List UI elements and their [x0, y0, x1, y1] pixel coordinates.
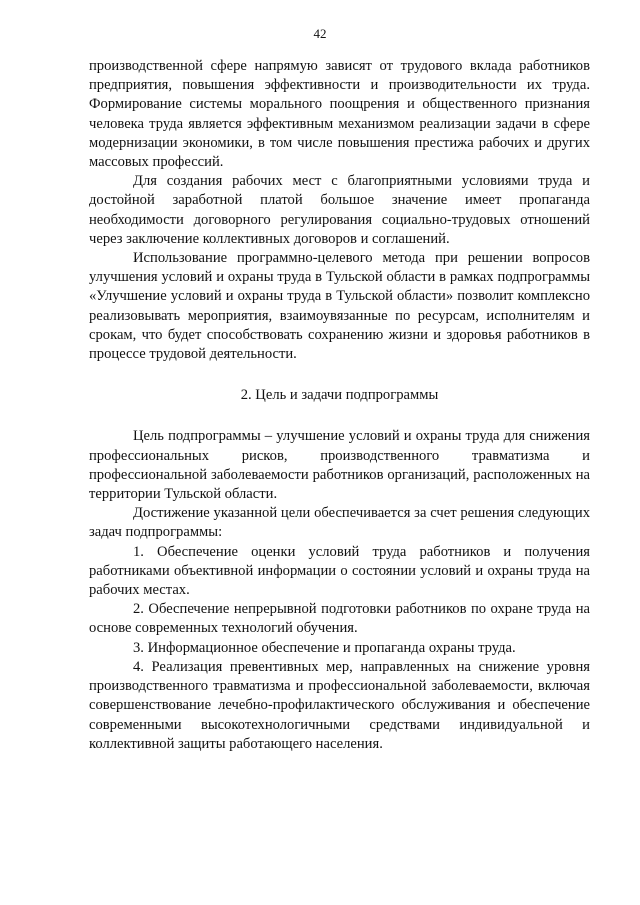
paragraph-goal-achievement: Достижение указанной цели обеспечивается за счет решения следующих задач подпрограммы: [89, 505, 590, 541]
section-heading: 2. Цель и задачи подпрограммы [240, 387, 439, 404]
task-item-3: 3. Информационное обеспечение и пропаганда охраны труда. [133, 639, 516, 656]
document-body [89, 57, 590, 754]
task-item-1: 1. Обеспечение оценки условий труда работников и получения работниками объективной информации о состоянии условий и охраны труда на рабочих местах. [89, 543, 590, 599]
paragraph-program-method: Использование программно-целевого метода при решении вопросов улучшения условий и охраны труда в Тульской области в рамках подпрограммы «Улучшение условий и охраны труда в Тульской области» позволит комплексно реализовывать мероприятия, взаимоувязанные по ресурсам, исполнителям и срокам, что будет способствовать сохранению жизни и здоровья работников в процессе трудовой деятельности. [89, 250, 590, 363]
paragraph-intro-continuation: производственной сфере напрямую зависят от трудового вклада работников предприятия, повышения эффективности и производительности их труда. Формирование системы морального поощрения и общественного признания человека труда является эффективным механизмом реализации задачи в сфере модернизации экономики, в том числе повышения престижа рабочих и других массовых профессий. [89, 58, 590, 171]
paragraph-workplaces: Для создания рабочих мест с благоприятными условиями труда и достойной заработной платой большое значение имеет пропаганда необходимости договорного регулирования социально-трудовых отношений через заключение коллективных договоров и соглашений. [89, 173, 590, 247]
page-number: 42 [313, 26, 327, 41]
task-item-2: 2. Обеспечение непрерывной подготовки работников по охране труда на основе современных технологий обучения. [89, 601, 590, 637]
task-item-4: 4. Реализация превентивных мер, направленных на снижение уровня производственного травматизма и профессиональной заболеваемости, включая совершенствование лечебно-профилактического обслуживания и обеспечение современными высокотехнологичными средствами индивидуальной и коллективной защиты работающего населения. [89, 658, 590, 752]
paragraph-goal: Цель подпрограммы – улучшение условий и охраны труда для снижения профессиональных рисков, производственного травматизма и профессиональной заболеваемости работников организаций, расположенных на территории Тульской области. [89, 428, 590, 503]
